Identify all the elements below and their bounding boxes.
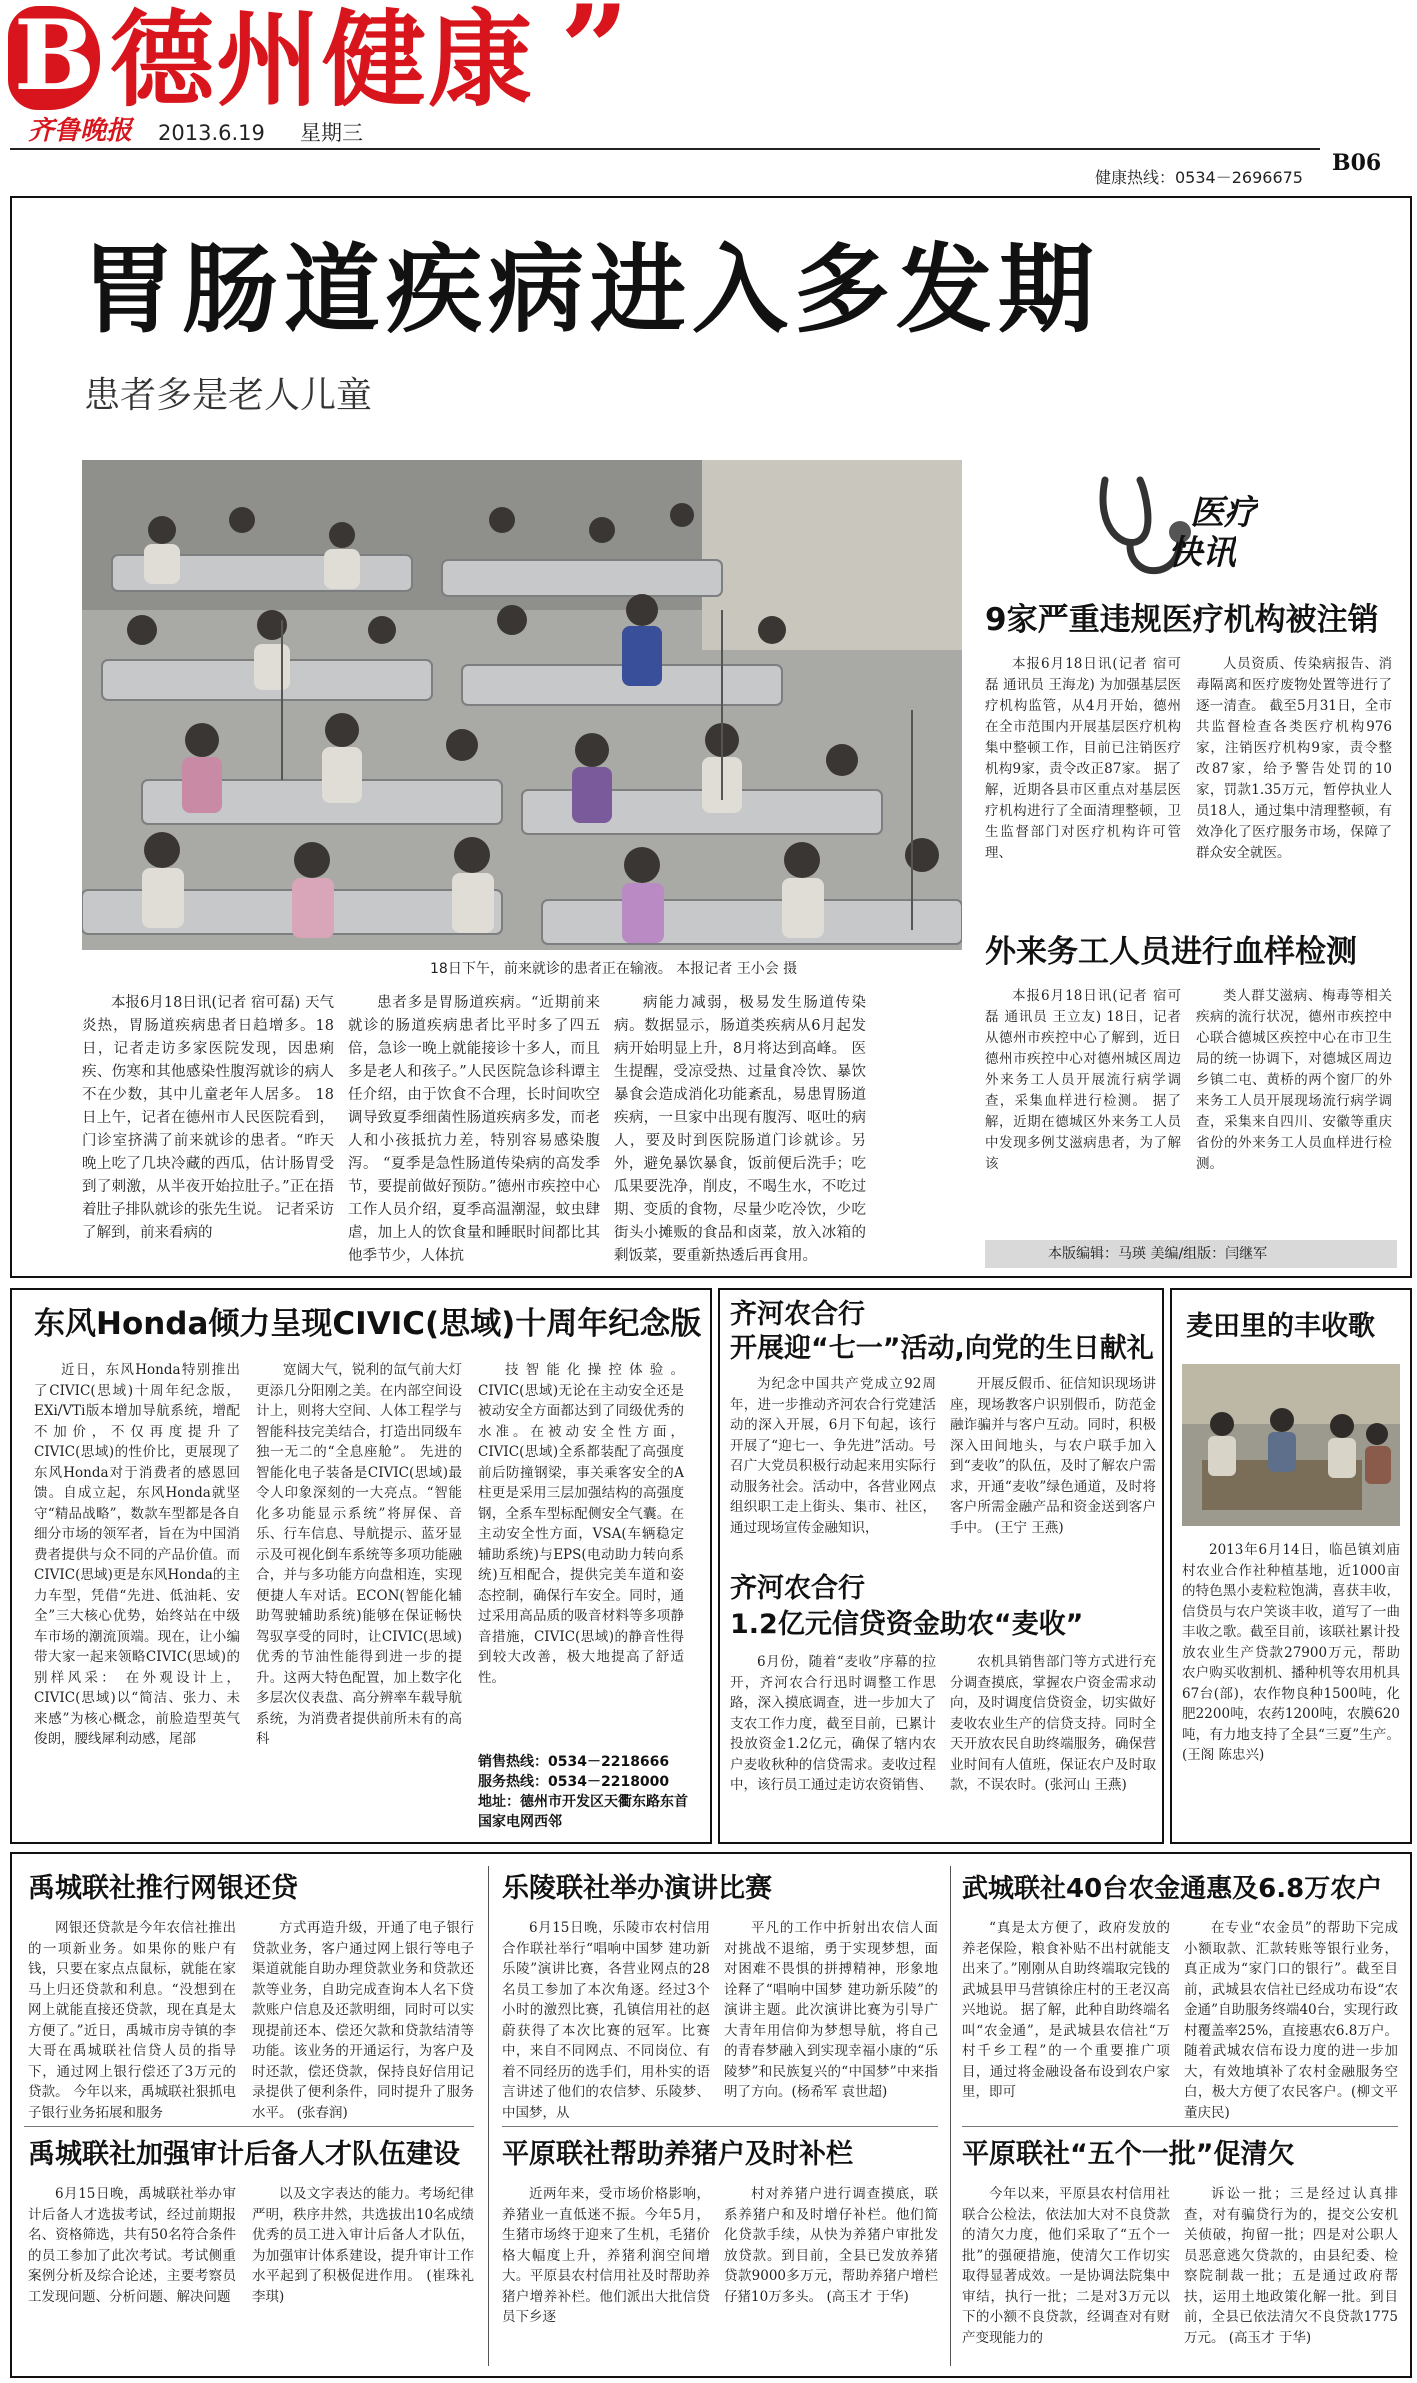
bottom-hrule-right [962, 2126, 1398, 2127]
qihe-story2-headline-line2: 1.2亿元信贷资金助农“麦收” [730, 1609, 1084, 1640]
honda-headline: 东风Honda倾力呈现CIVIC(思域)十周年纪念版 [34, 1306, 702, 1342]
leling-headline: 乐陵联社举办演讲比赛 [502, 1873, 772, 1904]
yucheng-story2-col2: 以及文字表达的能力。考场纪律严明，秩序井然，共选拔出10名成绩优秀的员工进入审计后备人才队伍，为加强审计体系建设，提升审计工作水平起到了积极促进作用。 (崔珠礼 李琪) [252, 2186, 474, 2305]
wucheng-col1: “真是太方便了，政府发放的养老保险，粮食补贴不出村就能支出来了。”刚刚从自助终端取完钱的武城县甲马营镇徐庄村的王老汉高兴地说。 据了解，此种自助终端名叫“农金通”，是武城县农信社“万村千乡工程”的一个重要推广项目，通过将金融设备布设到农户家里，即可 [962, 1920, 1170, 2100]
honda-address [478, 1792, 688, 1832]
pingyuan-pig-col2: 村对养猪户进行调查摸底，联系养猪户和及时增仔补栏。他们简化贷款手续，从快为养猪户审批发放贷款。到目前，全县已发放养猪贷款9000多万元，帮助养猪户增栏仔猪10万多头。 (高玉才 于华) [724, 2186, 938, 2305]
honda-address-text: 地址：德州市开发区天衢东路东首国家电网西邻 [478, 1794, 688, 1830]
masthead-title: 德州健康 [110, 2, 535, 118]
bottom-hrule-mid [502, 2126, 938, 2127]
qihe-story1-headline-line2: 开展迎“七一”活动,向党的生日献礼 [730, 1333, 1154, 1364]
pingyuan-five-col1: 今年以来，平原县农村信用社联合公检法，依法加大对不良贷款的清欠力度，他们采取了“五个一批”的强硬措施，使清欠工作切实取得显著成效。一是协调法院集中审结，执行一批；二是对3万元以下的小额不良贷款，经调查对有财产变现能力的 [962, 2186, 1170, 2346]
stethoscope-icon [1085, 470, 1205, 590]
yucheng-story1-headline: 禹城联社推行网银还贷 [28, 1873, 298, 1904]
leling-col2: 平凡的工作中折射出农信人面对挑战不退缩，勇于实现梦想，面对困难不畏惧的拼搏精神，形象地诠释了“唱响中国梦 建功新乐陵”的演讲主题。此次演讲比赛为引导广大青年用信仰为梦想导航，将自己的青春梦融入到实现幸福小康的“乐陵梦”和民族复兴的“中国梦”中来指明了方向。(杨希军 袁世超) [724, 1920, 938, 2100]
medical-story1-headline: 9家严重违规医疗机构被注销 [985, 602, 1379, 638]
medical-story1-col1: 本报6月18日讯(记者 宿可磊 通讯员 王海龙) 为加强基层医疗机构监管，从4月开始，德州在全市范围内开展基层医疗机构集中整顿工作，目前已注销医疗机构9家，责令改正87家。 据了解，近期各县市区重点对基层医疗机构进行了全面清理整顿，卫生监督部门对医疗机构许可管理、 [985, 656, 1181, 861]
maitian-body: 2013年6月14日，临邑镇刘庙村农业合作社种植基地，近1000亩的特色黑小麦粒粒饱满，喜获丰收，信贷员与农户笑谈丰收，道写了一曲丰收之歌。截至目前，该联社累计投放农业生产贷款27900万元，帮助农户购买收割机、播种机等农用机具67台(部)，农作物良种1500吨，化肥2200吨，农药1200吨，农膜620吨，有力地支持了全县“三夏”生产。 (王阁 陈忠兴) [1182, 1542, 1400, 1763]
qihe-story1-col1: 为纪念中国共产党成立92周年，进一步推动齐河农合行党建活动的深入开展，6月下旬起，该行开展了“迎七一、争先进”活动。号召广大党员积极行动起来用实际行动服务社会。活动中，各营业网点组织职工走上街头、集市、社区，通过现场宣传金融知识， [730, 1376, 936, 1536]
medical-story2-col2: 类人群艾滋病、梅毒等相关疾病的流行状况，德州市疾控中心联合德城区疾控中心在市卫生局的统一协调下，对德城区周边乡镇二屯、黄桥的两个窗厂的外来务工人员开展现场流行病学调查，采集来自四川、安徽等重庆省份的外来务工人员血样进行检测。 [1196, 988, 1392, 1172]
medical-story2-headline: 外来务工人员进行血样检测 [985, 934, 1357, 970]
qihe-story1-headline-line1: 齐河农合行 [730, 1299, 865, 1330]
maitian-photo-harvest [1182, 1364, 1400, 1526]
newspaper-name: 齐鲁晚报 [28, 116, 133, 146]
lead-body-col2: 患者多是胃肠道疾病。“近期前来就诊的肠道疾病患者比平时多了四五倍，急诊一晚上就能接诊十多人，而且多是老人和孩子。”人民医院急诊科谭主任介绍，由于饮食不合理，长时间吹空调导致夏季细菌性肠道疾病多发，而老人和小孩抵抗力差，特别容易感染腹泻。 “夏季是急性肠道传染病的高发季节，要提前做好预防。”德州市疾控中心工作人员介绍，夏季高温潮湿，蚊虫肆虐，加上人的饮食量和睡眠时间都比其他季节少，人体抗 [348, 995, 600, 1264]
qihe-story2-col2: 农机具销售部门等方式进行充分调查摸底，掌握农户资金需求动向，及时调度信贷资金，切实做好麦收农业生产的信贷支持。同时全天开放农民自助终端服务，确保营业时间有人值班，保证农户及时取款，不误农时。(张河山 王燕) [950, 1654, 1156, 1793]
yucheng-story2-col1: 6月15日晚，禹城联社举办审计后备人才选拔考试，经过前期报名、资格筛选，共有50名符合条件的员工参加了此次考试。考试侧重案例分析及综合论述，主要考察员工发现问题、分析问题、解决问题 [28, 2186, 236, 2305]
page-number: B06 [1332, 150, 1382, 176]
pingyuan-pig-headline: 平原联社帮助养猪户及时补栏 [502, 2139, 853, 2170]
lead-headline: 胃肠道疾病进入多发期 [80, 235, 1100, 345]
masthead-quote-mark: ” [560, 0, 630, 110]
medical-story2-col1: 本报6月18日讯(记者 宿可磊 通讯员 王立友) 18日，记者从德州市疾控中心了解到，近日德州市疾控中心对德州城区周边外来务工人员开展流行病学调查，采集血样进行检测。 据了解，近期在德城区外来务工人员中发现多例艾滋病患者，为了解该 [985, 988, 1181, 1172]
bottom-divider-1 [488, 1866, 489, 2366]
wucheng-headline: 武城联社40台农金通惠及6.8万农户 [962, 1874, 1383, 1904]
masthead-badge-letter: B [14, 0, 96, 112]
qihe-story2-headline-line1: 齐河农合行 [730, 1573, 865, 1604]
health-hotline: 健康热线：0534－2696675 [1095, 168, 1303, 187]
qihe-story2-col1: 6月份，随着“麦收”序幕的拉开，齐河农合行迅时调整工作思路，深入摸底调查，进一步加大了支农工作力度，截至目前，已累计投放资金1.2亿元，确保了辖内农户麦收秋种的信贷需求。麦收过程中，该行员工通过走访农资销售、 [730, 1654, 936, 1793]
maitian-headline: 麦田里的丰收歌 [1186, 1311, 1375, 1342]
issue-weekday: 星期三 [300, 121, 363, 145]
lead-subtitle: 患者多是老人儿童 [84, 375, 373, 416]
pingyuan-pig-col1: 近两年来，受市场价格影响，养猪业一直低迷不振。今年5月，生猪市场终于迎来了生机，毛猪价格大幅度上升，养猪利润空间增大。平原县农村信用社及时帮助养猪户增养补栏。他们派出大批信贷员下乡逐 [502, 2186, 710, 2325]
medical-logo-line2: 快讯 [1168, 534, 1236, 572]
yucheng-story1-col1: 网银还贷款是今年农信社推出的一项新业务。如果你的账户有钱，只要在家点点鼠标，就能在家马上归还贷款和利息。“没想到在网上就能直接还贷款，现在真是太方便了。”近日，禹城市房寺镇的李大哥在禹城联社信贷人员的指导下，通过网上银行偿还了3万元的贷款。 今年以来，禹城联社狠抓电子银行业务拓展和服务 [28, 1920, 236, 2121]
lead-photo-infusion-hall [82, 460, 962, 950]
honda-col2: 宽阔大气，锐利的氙气前大灯更添几分阳刚之美。在内部空间设计上，则将大空间、人体工程学与智能科技完美结合，打造出同级车独一无二的“全息座舱”。 先进的智能化电子装备是CIVIC(思域)最令人印象深刻的一大亮点。“智能化多功能显示系统”将屏保、音乐、行车信息、导航提示、蓝牙显示及可视化倒车系统等多项功能融合，并与多功能方向盘相连，实现便捷人车对话。ECON(智能化辅助驾驶辅助系统)能够在保证畅快驾驭享受的同时，让CIVIC(思域)优秀的节油性能得到进一步的提升。这两大特色配置，加上数字化多层次仪表盘、高分辨率车载导航系统，为消费者提供前所未有的高科 [256, 1362, 462, 1747]
issue-date: 2013.6.19 [158, 121, 265, 145]
bottom-hrule-left [24, 2126, 474, 2127]
leling-col1: 6月15日晚，乐陵市农村信用合作联社举行“唱响中国梦 建功新乐陵”演讲比赛，各营业网点的28名员工参加了本次角逐。经过3个小时的激烈比赛，孔镇信用社的赵蔚获得了本次比赛的冠军。比赛中，来自不同网点、不同岗位、有着不同经历的选手们，用朴实的语言讲述了他们的农信梦、乐陵梦、中国梦，从 [502, 1920, 710, 2121]
medical-story1-col2: 人员资质、传染病报告、消毒隔离和医疗废物处置等进行了逐一清查。 截至5月31日，全市共监督检查各类医疗机构976家，注销医疗机构9家，责令整改87家，给予警告处罚的10家，罚款1.35万元，暂停执业人员18人，通过集中清理整顿，有效净化了医疗服务市场，保障了群众安全就医。 [1196, 656, 1392, 861]
lead-photo-caption: 18日下午，前来就诊的患者正在输液。 本报记者 王小会 摄 [430, 961, 798, 977]
honda-col3: 技智能化操控体验。 CIVIC(思域)无论在主动安全还是被动安全方面都达到了同级优秀的水准。在被动安全性方面，CIVIC(思域)全系都装配了高强度前后防撞钢梁，事关乘客安全的A柱更是采用三层加强结构的高强度钢，全系车型标配侧安全气囊。在主动安全性方面，VSA(车辆稳定辅助系统)与EPS(电动助力转向系统)互相配合，提供完美车道和姿态控制，确保行车安全。同时，通过采用高品质的吸音材料等多项静音措施，CIVIC(思域)的静音性得到较大改善，极大地提高了舒适性。 [478, 1362, 684, 1686]
lead-body-col3: 病能力减弱，极易发生肠道传染病。数据显示，肠道类疾病从6月起发病开始明显上升，8月将达到高峰。 医生提醒，受凉受热、过量食冷饮、暴饮暴食会造成消化功能紊乱，易患胃肠道疾病，一旦家中出现有腹泻、呕吐的病人，要及时到医院肠道门诊就诊。另外，避免暴饮暴食，饭前便后洗手；吃瓜果要洗净，削皮，不喝生水，不吃过期、变质的食物，尽量少吃冷饮，少吃街头小摊贩的食品和卤菜，放入冰箱的剩饭菜，要重新热透后再食用。 [614, 995, 866, 1264]
honda-sales-hotline: 销售热线：0534－2218666 [478, 1754, 670, 1770]
qihe-story1-col2: 开展反假币、征信知识现场讲座，现场教客户识别假币，防范金融诈骗并与客户互动。同时，积极深入田间地头，与农户联手加入到“麦收”的队伍，及时了解农户需求，开通“麦收”绿色通道，及时将客户所需金融产品和资金送到客户手中。 (王宁 王燕) [950, 1376, 1156, 1536]
dateline-rule [10, 148, 1320, 150]
editor-credit: 本版编辑：马瑛 美编/组版：闫继军 [1048, 1246, 1268, 1262]
honda-service-hotline: 服务热线：0534－2218000 [478, 1774, 670, 1790]
yucheng-story1-col2: 方式再造升级，开通了电子银行贷款业务，客户通过网上银行等电子渠道就能自助办理贷款业务和贷款还款等业务，自助完成查询本人名下贷款账户信息及还款明细，同时可以实现提前还本、偿还欠款和贷款结清等功能。该业务的开通运行，为客户及时还款，偿还贷款，保持良好信用记录提供了便利条件，同时提升了服务水平。 (张春润) [252, 1920, 474, 2121]
bottom-divider-2 [950, 1866, 951, 2366]
lead-body-col1: 本报6月18日讯(记者 宿可磊) 天气炎热，胃肠道疾病患者日趋增多。18日，记者走访多家医院发现，因患痢疾、伤寒和其他感染性腹泻就诊的病人不在少数，其中儿童老年人居多。 18日上午，记者在德州市人民医院看到，门诊室挤满了前来就诊的患者。“昨天晚上吃了几块冷藏的西瓜，估计肠胃受到了刺激，从半夜开始拉肚子。”正在捂着肚子排队就诊的张先生说。 记者采访了解到，前来看病的 [82, 995, 334, 1241]
pingyuan-five-col2: 诉讼一批；三是经过认真排查，对有骗贷行为的，提交公安机关侦破，拘留一批；四是对公职人员恶意逃欠贷款的，由县纪委、检察院制裁一批；五是通过政府帮扶，运用土地政策化解一批。到目前，全县已依法清欠不良贷款1775万元。 (高玉才 于华) [1184, 2186, 1398, 2346]
yucheng-story2-headline: 禹城联社加强审计后备人才队伍建设 [28, 2139, 460, 2170]
wucheng-col2: 在专业“农金员”的帮助下完成小额取款、汇款转账等银行业务，真正成为“家门口的银行”。截至目前，武城县农信社已经成功布设“农金通”自助服务终端40台，实现行政村覆盖率25%，直接惠农6.8万户。随着武城农信布设力度的进一步加大，有效地填补了农村金融服务空白，极大方便了农民客户。(柳文平 董庆民) [1184, 1920, 1398, 2121]
medical-logo-line1: 医疗 [1190, 494, 1258, 532]
honda-col1: 近日，东风Honda特别推出了CIVIC(思域)十周年纪念版，EXi/VTi版本增加导航系统，增配不加价，不仅再度提升了CIVIC(思域)的性价比，更展现了东风Honda对于消费者的感恩回馈。自成立起，东风Honda就坚守“精品战略”，数款车型都是各自细分市场的领军者，旨在为中国消费者提供与众不同的产品价值。而CIVIC(思域)更是东风Honda的主力车型，凭借“先进、低油耗、安全”三大核心优势，始终站在中级车市场的潮流顶端。现在，让小编带大家一起来领略CIVIC(思域)的别样风采： 在外观设计上，CIVIC(思域)以“简洁、张力、未来感”为核心概念，前脸造型英气俊朗，腰线犀利动感，尾部 [34, 1362, 240, 1747]
pingyuan-five-headline: 平原联社“五个一批”促清欠 [962, 2139, 1295, 2170]
